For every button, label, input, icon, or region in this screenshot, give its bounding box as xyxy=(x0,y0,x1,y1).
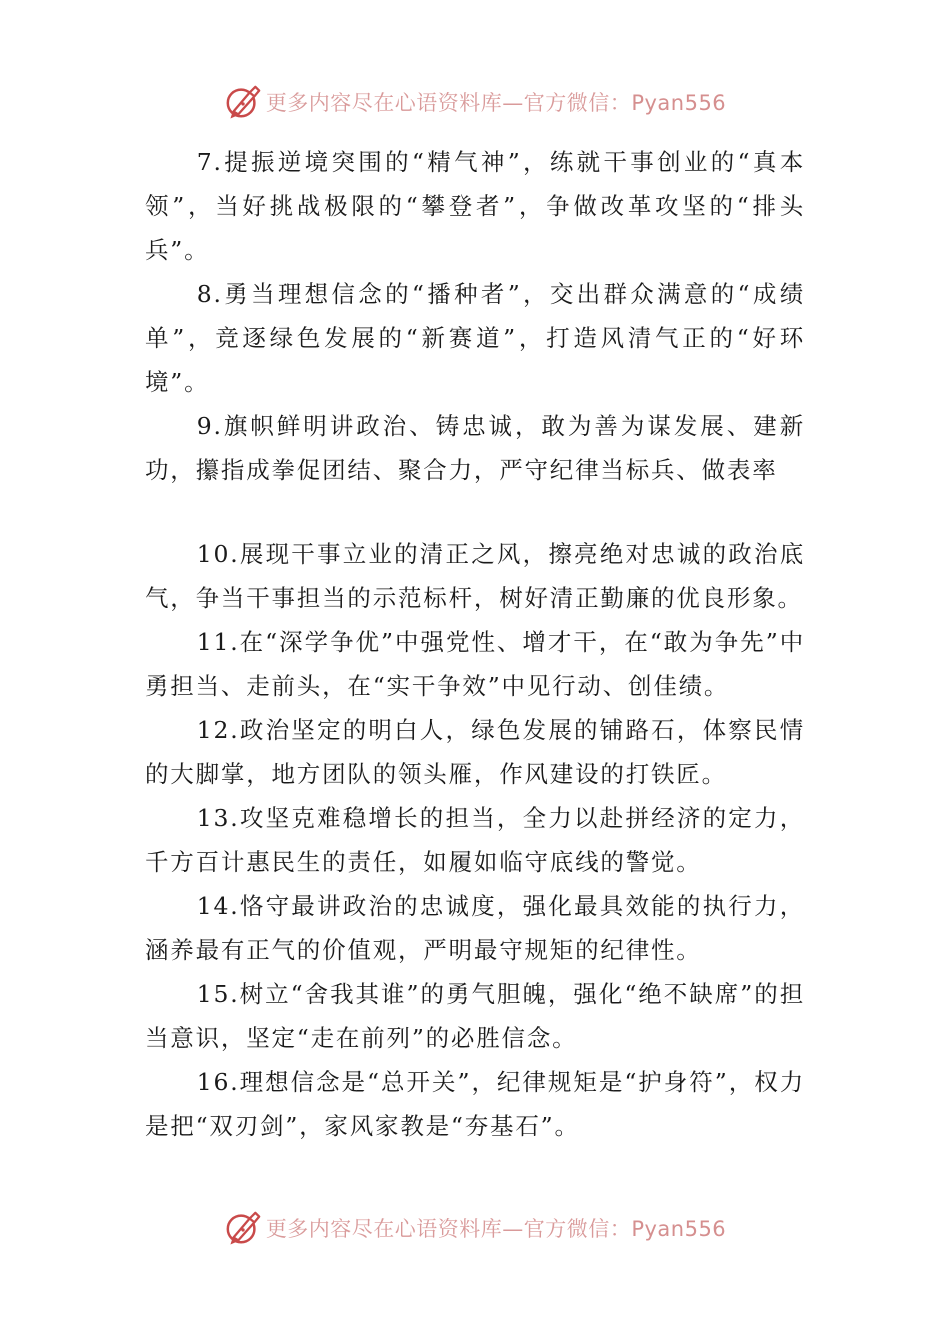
paragraph-13: 13.攻坚克难稳增长的担当，全力以赴拼经济的定力，千方百计惠民生的责任，如履如临守底线的警觉。 xyxy=(145,804,805,876)
watermark-handle: Pyan556 xyxy=(631,91,727,115)
document-body xyxy=(145,140,805,1148)
paragraph-12: 12.政治坚定的明白人，绿色发展的铺路石，体察民情的大脚掌，地方团队的领头雁，作风建设的打铁匠。 xyxy=(145,716,805,788)
watermark-text: 更多内容尽在心语资料库—官方微信：Pyan556 xyxy=(265,1217,727,1241)
header-watermark xyxy=(0,80,950,124)
paragraph-16: 16.理想信念是“总开关”，纪律规矩是“护身符”，权力是把“双刃剑”，家风家教是“夯基石”。 xyxy=(145,1068,805,1140)
watermark-handle: Pyan556 xyxy=(631,1217,727,1241)
paragraph-10: 10.展现干事立业的清正之风，擦亮绝对忠诚的政治底气，争当干事担当的示范标杆，树好清正勤廉的优良形象。 xyxy=(145,540,805,612)
paragraph-8: 8.勇当理想信念的“播种者”，交出群众满意的“成绩单”，竞逐绿色发展的“新赛道”，打造风清气正的“好环境”。 xyxy=(145,280,805,396)
watermark-text: 更多内容尽在心语资料库—官方微信：Pyan556 xyxy=(265,91,727,115)
paragraph-7: 7.提振逆境突围的“精气神”，练就干事创业的“真本领”，当好挑战极限的“攀登者”，争做改革攻坚的“排头兵”。 xyxy=(145,148,805,264)
footer-watermark xyxy=(0,1206,950,1250)
paragraph-11: 11.在“深学争优”中强党性、增才干，在“敢为争先”中勇担当、走前头，在“实干争效”中见行动、创佳绩。 xyxy=(145,628,805,700)
pen-nib-logo-icon xyxy=(224,83,262,121)
paragraph-15: 15.树立“舍我其谁”的勇气胆魄，强化“绝不缺席”的担当意识，坚定“走在前列”的必胜信念。 xyxy=(145,980,805,1052)
paragraph-14: 14.恪守最讲政治的忠诚度，强化最具效能的执行力，涵养最有正气的价值观，严明最守规矩的纪律性。 xyxy=(145,892,805,964)
paragraph-9: 9.旗帜鲜明讲政治、铸忠诚，敢为善为谋发展、建新功，攥指成拳促团结、聚合力，严守纪律当标兵、做表率 xyxy=(145,412,805,484)
pen-nib-logo-icon xyxy=(224,1209,262,1247)
